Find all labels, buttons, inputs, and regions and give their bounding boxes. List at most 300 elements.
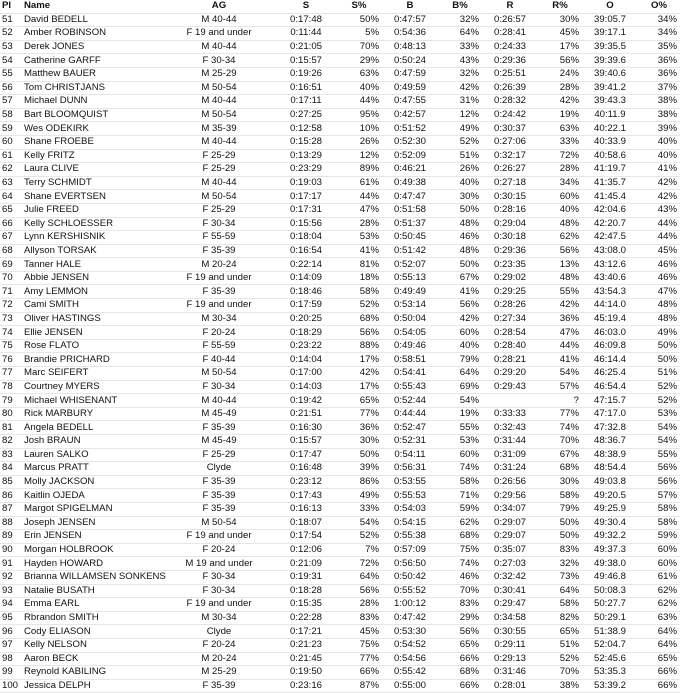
cell-overall-pct: 48% (638, 312, 680, 326)
cell-run: 0:28:41 (482, 27, 538, 41)
cell-overall: 40:11.9 (582, 108, 638, 122)
cell-run: 0:27:06 (482, 135, 538, 149)
cell-bike-pct: 53% (438, 435, 482, 449)
cell-run-pct: 38% (538, 679, 582, 693)
cell-swim-pct: 88% (336, 339, 382, 353)
cell-age-group: M 40-44 (162, 40, 276, 54)
cell-swim-pct: 52% (336, 530, 382, 544)
cell-overall: 46:25.4 (582, 367, 638, 381)
cell-run-pct: 56% (538, 244, 582, 258)
cell-bike: 0:52:31 (382, 435, 438, 449)
cell-overall: 43:08.0 (582, 244, 638, 258)
cell-pl: 89 (0, 530, 20, 544)
cell-overall: 39:40.6 (582, 67, 638, 81)
cell-swim-pct: 70% (336, 40, 382, 54)
cell-name: Bart BLOOMQUIST (20, 108, 162, 122)
table-row (0, 353, 680, 367)
cell-name: Matthew BAUER (20, 67, 162, 81)
cell-run-pct: 45% (538, 27, 582, 41)
cell-age-group: F 25-29 (162, 163, 276, 177)
cell-bike: 0:53:30 (382, 625, 438, 639)
cell-name: Abbie JENSEN (20, 271, 162, 285)
cell-run: 0:29:02 (482, 271, 538, 285)
cell-swim: 0:11:44 (276, 27, 336, 41)
cell-swim-pct: 30% (336, 435, 382, 449)
cell-bike-pct: 74% (438, 557, 482, 571)
cell-overall: 48:38.9 (582, 448, 638, 462)
cell-overall: 49:37.3 (582, 543, 638, 557)
cell-run: 0:29:36 (482, 54, 538, 68)
cell-name: Amber ROBINSON (20, 27, 162, 41)
cell-run-pct: 58% (538, 489, 582, 503)
cell-overall-pct: 36% (638, 67, 680, 81)
cell-run-pct: 58% (538, 598, 582, 612)
cell-age-group: F 25-29 (162, 448, 276, 462)
table-row (0, 679, 680, 693)
table-row (0, 598, 680, 612)
table-row (0, 312, 680, 326)
cell-swim: 0:17:31 (276, 203, 336, 217)
cell-pl: 91 (0, 557, 20, 571)
cell-age-group: F 35-39 (162, 679, 276, 693)
cell-run: 0:33:33 (482, 407, 538, 421)
cell-run (482, 394, 538, 408)
cell-overall-pct: 63% (638, 611, 680, 625)
cell-overall-pct: 59% (638, 530, 680, 544)
cell-swim-pct: 36% (336, 421, 382, 435)
cell-pl: 99 (0, 666, 20, 680)
cell-swim-pct: 53% (336, 231, 382, 245)
cell-bike-pct: 32% (438, 13, 482, 27)
cell-swim-pct: 56% (336, 326, 382, 340)
cell-bike: 0:52:44 (382, 394, 438, 408)
cell-bike: 0:54:52 (382, 638, 438, 652)
cell-bike-pct: 74% (438, 462, 482, 476)
cell-overall: 39:43.3 (582, 95, 638, 109)
cell-bike-pct: 70% (438, 584, 482, 598)
cell-overall-pct: 38% (638, 108, 680, 122)
cell-overall: 45:19.4 (582, 312, 638, 326)
cell-run-pct: 77% (538, 407, 582, 421)
cell-run: 0:28:54 (482, 326, 538, 340)
cell-overall: 46:03.0 (582, 326, 638, 340)
cell-pl: 78 (0, 380, 20, 394)
cell-pl: 83 (0, 448, 20, 462)
cell-bike: 0:51:52 (382, 122, 438, 136)
cell-swim: 0:16:54 (276, 244, 336, 258)
cell-name: Natalie BUSATH (20, 584, 162, 598)
cell-overall-pct: 38% (638, 95, 680, 109)
table-row (0, 258, 680, 272)
header-bike-pct: B% (438, 0, 482, 13)
cell-bike-pct: 66% (438, 679, 482, 693)
table-row (0, 638, 680, 652)
header-bike: B (382, 0, 438, 13)
cell-swim-pct: 58% (336, 285, 382, 299)
table-row (0, 190, 680, 204)
cell-swim-pct: 89% (336, 163, 382, 177)
cell-swim-pct: 40% (336, 81, 382, 95)
cell-run-pct: 79% (538, 502, 582, 516)
cell-name: Catherine GARFF (20, 54, 162, 68)
cell-bike: 0:55:42 (382, 666, 438, 680)
cell-name: David BEDELL (20, 13, 162, 27)
cell-overall-pct: 56% (638, 475, 680, 489)
cell-overall: 46:54.4 (582, 380, 638, 394)
table-row (0, 13, 680, 27)
cell-overall-pct: 51% (638, 367, 680, 381)
cell-bike-pct: 50% (438, 258, 482, 272)
cell-run: 0:30:15 (482, 190, 538, 204)
cell-swim: 0:17:48 (276, 13, 336, 27)
cell-age-group: M 50-54 (162, 108, 276, 122)
cell-overall-pct: 40% (638, 135, 680, 149)
cell-run-pct: 63% (538, 122, 582, 136)
cell-overall-pct: 50% (638, 353, 680, 367)
cell-run-pct: 36% (538, 312, 582, 326)
cell-overall-pct: 58% (638, 502, 680, 516)
cell-swim: 0:18:07 (276, 516, 336, 530)
cell-overall: 48:36.7 (582, 435, 638, 449)
cell-pl: 53 (0, 40, 20, 54)
cell-swim-pct: 50% (336, 448, 382, 462)
table-row (0, 530, 680, 544)
cell-bike-pct: 56% (438, 625, 482, 639)
cell-run: 0:28:26 (482, 299, 538, 313)
cell-overall: 47:17.0 (582, 407, 638, 421)
cell-age-group: F 20-24 (162, 326, 276, 340)
cell-bike-pct: 46% (438, 570, 482, 584)
cell-overall: 42:47.5 (582, 231, 638, 245)
cell-run-pct: 47% (538, 326, 582, 340)
cell-bike-pct: 56% (438, 299, 482, 313)
cell-age-group: F 30-34 (162, 217, 276, 231)
cell-overall-pct: 66% (638, 666, 680, 680)
cell-name: Tom CHRISTJANS (20, 81, 162, 95)
cell-swim: 0:19:31 (276, 570, 336, 584)
cell-overall-pct: 61% (638, 570, 680, 584)
header-swim: S (276, 0, 336, 13)
cell-bike-pct: 58% (438, 475, 482, 489)
cell-overall: 53:35.3 (582, 666, 638, 680)
table-row (0, 611, 680, 625)
cell-overall-pct: 46% (638, 271, 680, 285)
cell-run-pct: 28% (538, 81, 582, 95)
cell-name: Michael WHISENANT (20, 394, 162, 408)
cell-bike: 0:50:24 (382, 54, 438, 68)
cell-run-pct: 55% (538, 285, 582, 299)
cell-swim: 0:21:23 (276, 638, 336, 652)
cell-run: 0:30:37 (482, 122, 538, 136)
cell-overall: 49:46.8 (582, 570, 638, 584)
cell-name: Kelly FRITZ (20, 149, 162, 163)
cell-bike: 0:57:09 (382, 543, 438, 557)
cell-run: 0:27:34 (482, 312, 538, 326)
table-row (0, 67, 680, 81)
cell-run: 0:28:16 (482, 203, 538, 217)
cell-swim: 0:13:29 (276, 149, 336, 163)
cell-overall: 49:25.9 (582, 502, 638, 516)
cell-name: Hayden HOWARD (20, 557, 162, 571)
cell-swim-pct: 64% (336, 570, 382, 584)
cell-run: 0:27:03 (482, 557, 538, 571)
cell-swim: 0:14:03 (276, 380, 336, 394)
cell-name: Wes ODEKIRK (20, 122, 162, 136)
cell-swim: 0:21:09 (276, 557, 336, 571)
cell-bike-pct: 51% (438, 149, 482, 163)
cell-bike: 0:50:42 (382, 570, 438, 584)
cell-swim-pct: 50% (336, 13, 382, 27)
cell-bike: 0:47:57 (382, 13, 438, 27)
cell-age-group: M 19 and under (162, 557, 276, 571)
table-row (0, 217, 680, 231)
cell-swim: 0:21:45 (276, 652, 336, 666)
cell-swim-pct: 65% (336, 394, 382, 408)
cell-name: Lauren SALKO (20, 448, 162, 462)
cell-run-pct: 83% (538, 543, 582, 557)
cell-pl: 58 (0, 108, 20, 122)
cell-name: Rose FLATO (20, 339, 162, 353)
cell-run: 0:28:01 (482, 679, 538, 693)
cell-overall-pct: 42% (638, 190, 680, 204)
cell-overall-pct: 34% (638, 27, 680, 41)
cell-bike-pct: 32% (438, 67, 482, 81)
cell-run-pct: 60% (538, 190, 582, 204)
cell-bike: 0:49:49 (382, 285, 438, 299)
cell-age-group: M 30-34 (162, 611, 276, 625)
cell-run-pct: 52% (538, 652, 582, 666)
cell-bike: 0:52:09 (382, 149, 438, 163)
cell-overall: 52:45.6 (582, 652, 638, 666)
cell-name: Oliver HASTINGS (20, 312, 162, 326)
cell-swim-pct: 52% (336, 299, 382, 313)
cell-bike-pct: 54% (438, 394, 482, 408)
cell-swim: 0:23:22 (276, 339, 336, 353)
cell-run-pct: 42% (538, 95, 582, 109)
cell-run: 0:28:40 (482, 339, 538, 353)
cell-age-group: F 35-39 (162, 489, 276, 503)
cell-name: Shane FROEBE (20, 135, 162, 149)
table-row (0, 557, 680, 571)
table-row (0, 244, 680, 258)
cell-age-group: M 20-24 (162, 652, 276, 666)
cell-bike-pct: 75% (438, 543, 482, 557)
cell-overall-pct: 45% (638, 244, 680, 258)
table-row (0, 625, 680, 639)
cell-bike-pct: 64% (438, 367, 482, 381)
cell-pl: 51 (0, 13, 20, 27)
cell-pl: 77 (0, 367, 20, 381)
cell-pl: 87 (0, 502, 20, 516)
cell-swim: 0:16:13 (276, 502, 336, 516)
cell-overall-pct: 55% (638, 448, 680, 462)
cell-bike: 0:42:57 (382, 108, 438, 122)
cell-run: 0:29:47 (482, 598, 538, 612)
cell-swim-pct: 56% (336, 584, 382, 598)
cell-swim: 0:20:25 (276, 312, 336, 326)
cell-bike-pct: 79% (438, 353, 482, 367)
cell-overall: 39:35.5 (582, 40, 638, 54)
cell-swim: 0:21:05 (276, 40, 336, 54)
cell-bike-pct: 29% (438, 611, 482, 625)
cell-bike: 0:49:38 (382, 176, 438, 190)
cell-age-group: M 20-24 (162, 258, 276, 272)
cell-overall-pct: 48% (638, 299, 680, 313)
cell-name: Shane EVERTSEN (20, 190, 162, 204)
table-row (0, 40, 680, 54)
cell-run-pct: 65% (538, 625, 582, 639)
cell-run: 0:28:21 (482, 353, 538, 367)
cell-overall-pct: 39% (638, 122, 680, 136)
cell-overall-pct: 37% (638, 81, 680, 95)
cell-swim-pct: 86% (336, 475, 382, 489)
cell-run: 0:23:35 (482, 258, 538, 272)
cell-age-group: M 30-34 (162, 312, 276, 326)
cell-overall-pct: 53% (638, 407, 680, 421)
table-row (0, 435, 680, 449)
cell-run-pct: 62% (538, 231, 582, 245)
cell-swim: 0:23:29 (276, 163, 336, 177)
table-row (0, 285, 680, 299)
table-row (0, 475, 680, 489)
cell-overall: 47:32.8 (582, 421, 638, 435)
cell-swim: 0:17:11 (276, 95, 336, 109)
cell-pl: 61 (0, 149, 20, 163)
cell-pl: 71 (0, 285, 20, 299)
cell-age-group: M 45-49 (162, 407, 276, 421)
table-row (0, 271, 680, 285)
cell-bike: 0:52:07 (382, 258, 438, 272)
cell-run-pct: ? (538, 394, 582, 408)
cell-bike: 0:49:59 (382, 81, 438, 95)
cell-swim: 0:19:03 (276, 176, 336, 190)
cell-bike-pct: 60% (438, 448, 482, 462)
cell-swim: 0:16:48 (276, 462, 336, 476)
table-row (0, 299, 680, 313)
cell-overall: 49:32.2 (582, 530, 638, 544)
cell-swim-pct: 77% (336, 652, 382, 666)
cell-swim-pct: 75% (336, 638, 382, 652)
cell-swim: 0:18:29 (276, 326, 336, 340)
cell-age-group: F 25-29 (162, 203, 276, 217)
cell-overall: 49:38.0 (582, 557, 638, 571)
cell-swim-pct: 5% (336, 27, 382, 41)
cell-age-group: M 45-49 (162, 435, 276, 449)
cell-run-pct: 50% (538, 530, 582, 544)
cell-bike-pct: 50% (438, 203, 482, 217)
cell-swim-pct: 54% (336, 516, 382, 530)
cell-bike: 0:56:50 (382, 557, 438, 571)
cell-swim-pct: 10% (336, 122, 382, 136)
cell-run-pct: 50% (538, 516, 582, 530)
cell-bike: 0:50:04 (382, 312, 438, 326)
cell-run-pct: 48% (538, 271, 582, 285)
cell-overall-pct: 52% (638, 394, 680, 408)
cell-overall-pct: 47% (638, 285, 680, 299)
cell-bike: 0:52:30 (382, 135, 438, 149)
cell-swim: 0:12:58 (276, 122, 336, 136)
cell-age-group: F 35-39 (162, 502, 276, 516)
header-swim-pct: S% (336, 0, 382, 13)
cell-run-pct: 33% (538, 135, 582, 149)
cell-run-pct: 44% (538, 339, 582, 353)
cell-bike: 0:56:31 (382, 462, 438, 476)
cell-run: 0:29:20 (482, 367, 538, 381)
cell-run: 0:29:36 (482, 244, 538, 258)
cell-age-group: F 20-24 (162, 638, 276, 652)
cell-overall: 41:19.7 (582, 163, 638, 177)
header-pl: Pl (0, 0, 20, 13)
cell-age-group: F 55-59 (162, 339, 276, 353)
cell-name: Morgan HOLBROOK (20, 543, 162, 557)
cell-overall-pct: 44% (638, 231, 680, 245)
table-row (0, 584, 680, 598)
cell-bike-pct: 40% (438, 339, 482, 353)
cell-pl: 70 (0, 271, 20, 285)
cell-pl: 60 (0, 135, 20, 149)
cell-pl: 86 (0, 489, 20, 503)
cell-overall-pct: 60% (638, 543, 680, 557)
cell-run-pct: 13% (538, 258, 582, 272)
cell-swim: 0:18:28 (276, 584, 336, 598)
cell-bike-pct: 60% (438, 326, 482, 340)
cell-bike-pct: 49% (438, 122, 482, 136)
cell-overall-pct: 62% (638, 598, 680, 612)
cell-pl: 54 (0, 54, 20, 68)
table-row (0, 231, 680, 245)
cell-pl: 85 (0, 475, 20, 489)
cell-swim: 0:12:06 (276, 543, 336, 557)
cell-overall: 40:58.6 (582, 149, 638, 163)
cell-swim-pct: 61% (336, 176, 382, 190)
cell-run: 0:31:44 (482, 435, 538, 449)
cell-pl: 69 (0, 258, 20, 272)
cell-bike-pct: 68% (438, 530, 482, 544)
cell-run: 0:29:13 (482, 652, 538, 666)
cell-name: Marcus PRATT (20, 462, 162, 476)
table-row (0, 135, 680, 149)
cell-pl: 72 (0, 299, 20, 313)
cell-pl: 75 (0, 339, 20, 353)
cell-overall: 39:17.1 (582, 27, 638, 41)
cell-swim: 0:17:54 (276, 530, 336, 544)
table-row (0, 516, 680, 530)
cell-overall-pct: 66% (638, 679, 680, 693)
cell-age-group: M 35-39 (162, 122, 276, 136)
cell-swim-pct: 33% (336, 502, 382, 516)
cell-name: Erin JENSEN (20, 530, 162, 544)
cell-pl: 93 (0, 584, 20, 598)
cell-overall-pct: 50% (638, 339, 680, 353)
cell-swim: 0:19:42 (276, 394, 336, 408)
cell-overall-pct: 35% (638, 40, 680, 54)
cell-run-pct: 56% (538, 54, 582, 68)
cell-run: 0:28:32 (482, 95, 538, 109)
cell-bike: 0:48:13 (382, 40, 438, 54)
cell-swim: 0:17:43 (276, 489, 336, 503)
cell-age-group: M 50-54 (162, 516, 276, 530)
cell-name: Aaron BECK (20, 652, 162, 666)
cell-run-pct: 28% (538, 163, 582, 177)
cell-run: 0:29:04 (482, 217, 538, 231)
cell-bike-pct: 30% (438, 190, 482, 204)
cell-bike: 0:51:58 (382, 203, 438, 217)
table-row (0, 489, 680, 503)
cell-overall-pct: 54% (638, 421, 680, 435)
cell-pl: 57 (0, 95, 20, 109)
cell-swim: 0:18:46 (276, 285, 336, 299)
cell-age-group: F 19 and under (162, 271, 276, 285)
